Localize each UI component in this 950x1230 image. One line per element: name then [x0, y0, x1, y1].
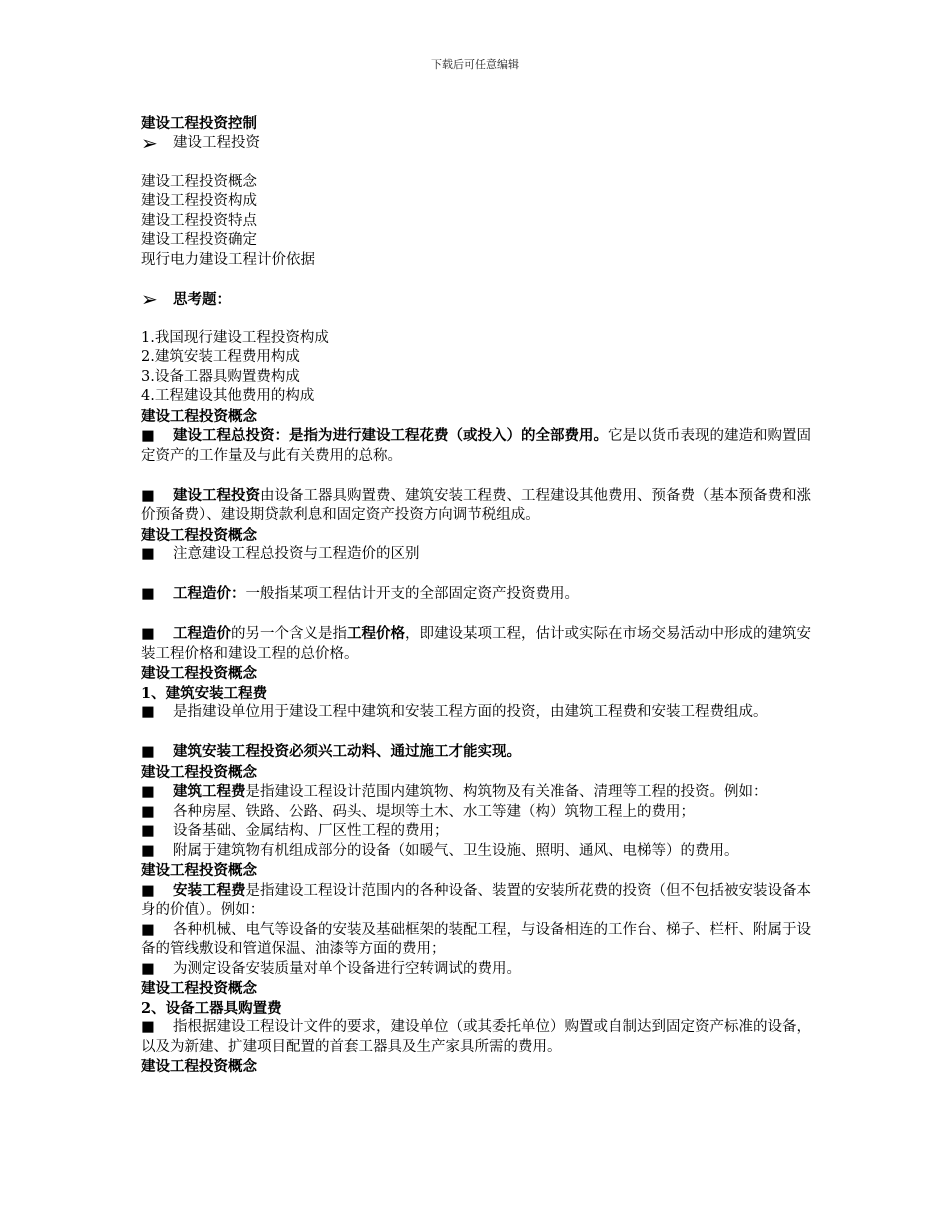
document-body: [141, 114, 821, 1077]
sub-heading: 1、建筑安装工程费: [141, 684, 268, 702]
square-bullet-icon: ■: [141, 586, 155, 602]
think-label: 思考题：: [173, 290, 231, 308]
section-heading: 建设工程投资概念: [141, 407, 257, 425]
section-heading: 建设工程投资概念: [141, 980, 257, 997]
square-bullet-icon: ■: [141, 960, 155, 977]
page-header: 下载后可任意编辑: [431, 58, 519, 71]
question-item: 4.工程建设其他费用的构成: [141, 388, 315, 404]
sub-heading: 2、设备工器具购置费: [141, 999, 282, 1017]
question-item: 2.建筑安装工程费用构成: [141, 349, 300, 365]
square-bullet-icon: ■: [141, 704, 155, 720]
paragraph: ■ 各种机械、电气等设备的安装及基础框架的装配工程，与设备相连的工作台、梯子、栏杆、附属于设备的管线敷设和管道保温、油漆等方面的费用；: [141, 921, 811, 957]
question-item: 3.设备工器具购置费构成: [141, 368, 300, 385]
paragraph: ■ 建筑工程费是指建设工程设计范围内建筑物、构筑物及有关准备、清理等工程的投资。例如：: [141, 782, 821, 803]
paragraph: ■ 建设工程投资由设备工器具购置费、建筑安装工程费、工程建设其他费用、预备费（基本预备费和涨价预备费）、建设期贷款利息和固定资产投资方向调节税组成。: [141, 486, 811, 523]
square-bullet-icon: ■: [141, 1019, 155, 1035]
section-label: 建设工程投资: [173, 134, 260, 151]
paragraph: ■ 附属于建筑物有机组成部分的设备（如暖气、卫生设施、照明、通风、电梯等）的费用。: [141, 842, 821, 862]
square-bullet-icon: ■: [141, 921, 155, 938]
arrow-bullet-icon: ➢: [141, 286, 158, 311]
square-bullet-icon: ■: [141, 784, 155, 800]
question-item: 1.我国现行建设工程投资构成: [141, 329, 329, 346]
paragraph: ■ 安装工程费是指建设工程设计范围内的各种设备、装置的安装所花费的投资（但不包括被安装设备本身的价值）。例如：: [141, 881, 811, 918]
section-heading: 建设工程投资概念: [141, 526, 257, 544]
paragraph: ■ 注意建设工程总投资与工程造价的区别: [141, 545, 821, 565]
square-bullet-icon: ■: [141, 842, 155, 859]
topic-item: 建设工程投资概念: [141, 173, 257, 190]
paragraph: ■ 指根据建设工程设计文件的要求，建设单位（或其委托单位）购置或自制达到固定资产标准的设备，以及为新建、扩建项目配置的首套工器具及生产家具所需的费用。: [141, 1019, 811, 1055]
doc-title: 建设工程投资控制: [141, 115, 257, 132]
arrow-bullet-icon: ➢: [141, 130, 158, 155]
paragraph: ■ 是指建设单位用于建设工程中建筑和安装工程方面的投资，由建筑工程费和安装工程费组成。: [141, 703, 821, 723]
square-bullet-icon: ■: [141, 626, 155, 642]
section-heading: 建设工程投资概念: [141, 1058, 257, 1075]
square-bullet-icon: ■: [141, 882, 155, 899]
square-bullet-icon: ■: [141, 744, 155, 760]
square-bullet-icon: ■: [141, 428, 155, 444]
section-heading: 建设工程投资概念: [141, 665, 257, 682]
topic-item: 现行电力建设工程计价依据: [141, 251, 315, 268]
paragraph: ■ 设备基础、金属结构、厂区性工程的费用；: [141, 822, 821, 842]
square-bullet-icon: ■: [141, 546, 155, 562]
topic-item: 建设工程投资构成: [141, 193, 257, 209]
section-arrow-line: [141, 130, 821, 155]
paragraph: ■ 为测定设备安装质量对单个设备进行空转调试的费用。: [141, 960, 821, 980]
topic-item: 建设工程投资特点: [141, 212, 257, 229]
section-heading: 建设工程投资概念: [141, 862, 257, 879]
square-bullet-icon: ■: [141, 823, 155, 839]
topic-item: 建设工程投资确定: [141, 232, 257, 248]
paragraph: ■ 建设工程总投资：是指为进行建设工程花费（或投入）的全部费用。它是以货币表现的建造和购置固定资产的工作量及与此有关费用的总称。: [141, 427, 811, 464]
think-line: [141, 286, 821, 311]
paragraph: ■ 工程造价：一般指某项工程估计开支的全部固定资产投资费用。: [141, 584, 821, 605]
paragraph: ■ 工程造价的另一个含义是指工程价格，即建设某项工程，估计或实际在市场交易活动中形成的建筑安装工程价格和建设工程的总价格。: [141, 625, 811, 662]
paragraph: ■ 各种房屋、铁路、公路、码头、堤坝等土木、水工等建（构）筑物工程上的费用；: [141, 803, 821, 823]
square-bullet-icon: ■: [141, 803, 155, 820]
section-heading: 建设工程投资概念: [141, 763, 257, 781]
square-bullet-icon: ■: [141, 487, 155, 504]
paragraph: ■ 建筑安装工程投资必须兴工动料、通过施工才能实现。: [141, 742, 821, 763]
